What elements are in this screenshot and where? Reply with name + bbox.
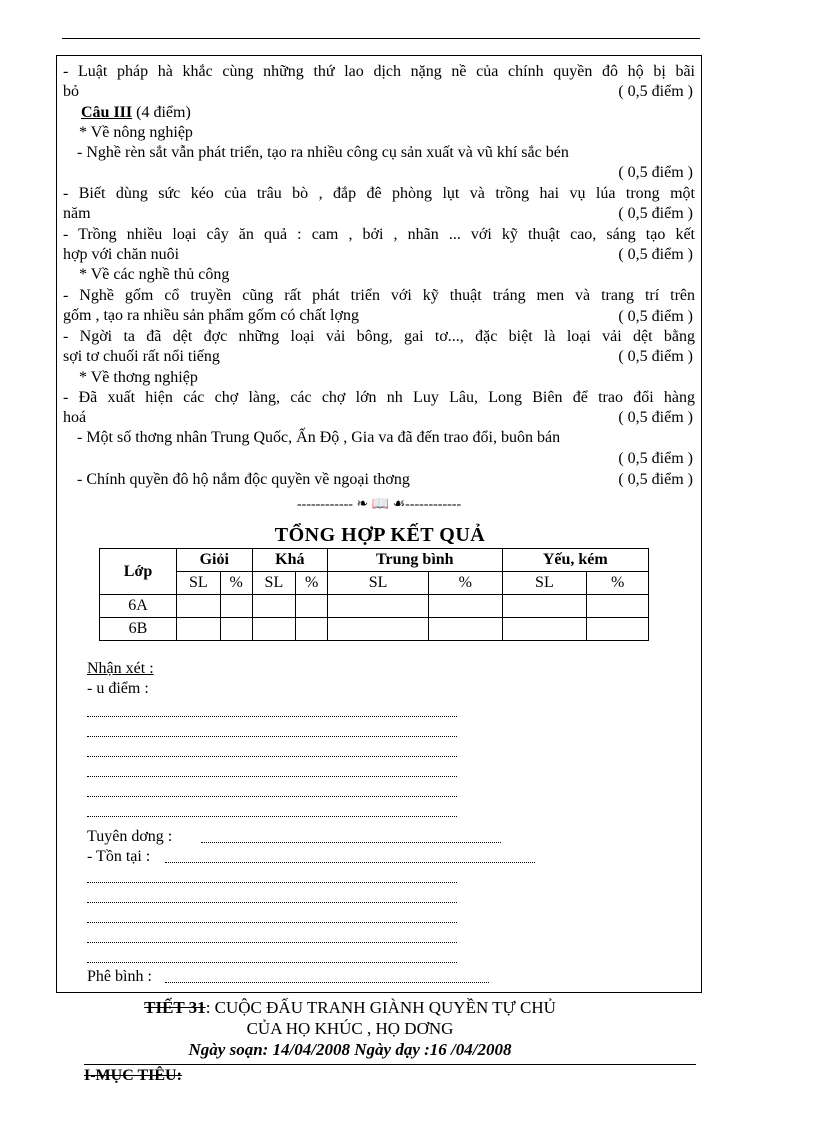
fill-line[interactable] xyxy=(87,922,457,923)
empty-cell[interactable] xyxy=(502,618,587,641)
lesson-number: TIẾT 31 xyxy=(144,998,206,1017)
top-rule xyxy=(62,38,700,39)
score: ( 0,5 điểm ) xyxy=(618,83,693,100)
empty-cell[interactable] xyxy=(296,618,328,641)
question-heading xyxy=(81,103,191,123)
header-pct: % xyxy=(587,572,649,595)
score: ( 0,5 điểm ) xyxy=(618,246,693,263)
answer-box xyxy=(56,55,702,993)
section-header: * Về thơng nghiệp xyxy=(79,369,198,386)
fill-line[interactable] xyxy=(87,902,457,903)
table-row xyxy=(100,618,649,641)
lesson-title-line1 xyxy=(0,998,700,1018)
score: ( 0,5 điểm ) xyxy=(618,471,693,488)
issues-label: - Tồn tại : xyxy=(87,848,151,865)
fill-line[interactable] xyxy=(87,776,457,777)
empty-cell[interactable] xyxy=(220,595,252,618)
fill-line[interactable] xyxy=(87,942,457,943)
question-points: (4 điểm) xyxy=(136,104,191,121)
empty-cell[interactable] xyxy=(252,595,296,618)
text-line: - Đã xuất hiện các chợ làng, các chợ lớn nh Luy Lâu, Long Biên để trao đổi hàng xyxy=(63,389,695,406)
score: ( 0,5 điểm ) xyxy=(618,308,693,325)
lesson-title-1: : CUỘC ĐẤU TRANH GIÀNH QUYỀN TỰ CHỦ xyxy=(205,998,556,1017)
empty-cell[interactable] xyxy=(587,618,649,641)
header-lop: Lớp xyxy=(100,549,177,595)
fill-line[interactable] xyxy=(87,882,457,883)
comments-heading: Nhận xét : xyxy=(87,660,154,677)
table-row xyxy=(100,595,649,618)
fill-line[interactable] xyxy=(165,862,535,863)
fill-line[interactable] xyxy=(87,716,457,717)
empty-cell[interactable] xyxy=(428,595,502,618)
empty-cell[interactable] xyxy=(502,595,587,618)
score: ( 0,5 điểm ) xyxy=(618,409,693,426)
ornament-separator: ------------ ❧ 📖 ☙------------ xyxy=(297,497,462,512)
empty-cell[interactable] xyxy=(328,618,429,641)
header-gioi: Giỏi xyxy=(177,549,253,572)
fill-line[interactable] xyxy=(201,842,501,843)
fill-line[interactable] xyxy=(165,982,489,983)
question-label: Câu III xyxy=(81,104,133,121)
section-header: * Về các nghề thủ công xyxy=(79,266,230,283)
text-line: - Ngời ta đã dệt đợc những loại vải bông, gai tơ..., đặc biệt là loại vải dệt bằng xyxy=(63,328,695,345)
header-kha: Khá xyxy=(252,549,328,572)
fill-line[interactable] xyxy=(87,816,457,817)
text-line: năm xyxy=(63,205,91,222)
text-line: - Một số thơng nhân Trung Quốc, Ấn Độ , Gia va đã đến trao đổi, buôn bán xyxy=(77,429,561,446)
fill-line[interactable] xyxy=(87,962,457,963)
empty-cell[interactable] xyxy=(428,618,502,641)
criticism-label: Phê bình : xyxy=(87,968,152,985)
text-line: - Trồng nhiều loại cây ăn quả : cam , bởi , nhãn ... với kỹ thuật cao, sáng tạo kết xyxy=(63,226,695,243)
header-sl: SL xyxy=(502,572,587,595)
empty-cell[interactable] xyxy=(220,618,252,641)
score: ( 0,5 điểm ) xyxy=(618,205,693,222)
score: ( 0,5 điểm ) xyxy=(618,164,693,181)
results-table xyxy=(99,548,649,641)
summary-title: TỔNG HỢP KẾT QUẢ xyxy=(274,524,486,546)
class-cell: 6A xyxy=(100,595,177,618)
empty-cell[interactable] xyxy=(328,595,429,618)
header-pct: % xyxy=(220,572,252,595)
header-pct: % xyxy=(296,572,328,595)
empty-cell[interactable] xyxy=(296,595,328,618)
lesson-title-2: CỦA HỌ KHÚC , HỌ DƠNG xyxy=(246,1019,454,1038)
fill-line[interactable] xyxy=(87,796,457,797)
text-line: gốm , tạo ra nhiều sản phẩm gốm có chất lợng xyxy=(63,307,359,324)
text-line: - Nghề rèn sắt vẫn phát triển, tạo ra nhiều công cụ sản xuất và vũ khí sắc bén xyxy=(77,144,569,161)
empty-cell[interactable] xyxy=(177,595,221,618)
praise-label: Tuyên dơng : xyxy=(87,828,173,845)
empty-cell[interactable] xyxy=(252,618,296,641)
text-line: sợi tơ chuối rất nổi tiếng xyxy=(63,348,220,365)
fill-line[interactable] xyxy=(87,756,457,757)
score: ( 0,5 điểm ) xyxy=(618,348,693,365)
text-line: - Chính quyền đô hộ nắm độc quyền về ngoại thơng xyxy=(77,471,410,488)
text-line: - Biết dùng sức kéo của trâu bò , đắp đê phòng lụt và trồng hai vụ lúa trong một xyxy=(63,185,695,202)
header-pct: % xyxy=(428,572,502,595)
empty-cell[interactable] xyxy=(177,618,221,641)
empty-cell[interactable] xyxy=(587,595,649,618)
text-line: - Luật pháp hà khắc cùng những thứ lao dịch nặng nề của chính quyền đô hộ bị bãi xyxy=(63,63,695,80)
text-line: bỏ xyxy=(63,83,79,100)
header-sl: SL xyxy=(328,572,429,595)
section-header: * Về nông nghiệp xyxy=(79,124,193,141)
score: ( 0,5 điểm ) xyxy=(618,450,693,467)
bottom-rule xyxy=(84,1064,696,1065)
objectives-heading: I-MỤC TIÊU: xyxy=(84,1067,182,1084)
text-line: hợp với chăn nuôi xyxy=(63,246,180,263)
header-sl: SL xyxy=(252,572,296,595)
header-trung-binh: Trung bình xyxy=(328,549,502,572)
header-yeu-kem: Yếu, kém xyxy=(502,549,648,572)
fill-line[interactable] xyxy=(87,736,457,737)
lesson-dates: Ngày soạn: 14/04/2008 Ngày dạy :16 /04/2008 xyxy=(188,1040,512,1059)
text-line: hoá xyxy=(63,409,87,426)
header-sl: SL xyxy=(177,572,221,595)
text-line: - Nghề gốm cổ truyền cũng rất phát triển với kỹ thuật tráng men và trang trí trên xyxy=(63,287,695,304)
class-cell: 6B xyxy=(100,618,177,641)
strengths-label: - u điểm : xyxy=(87,680,149,697)
